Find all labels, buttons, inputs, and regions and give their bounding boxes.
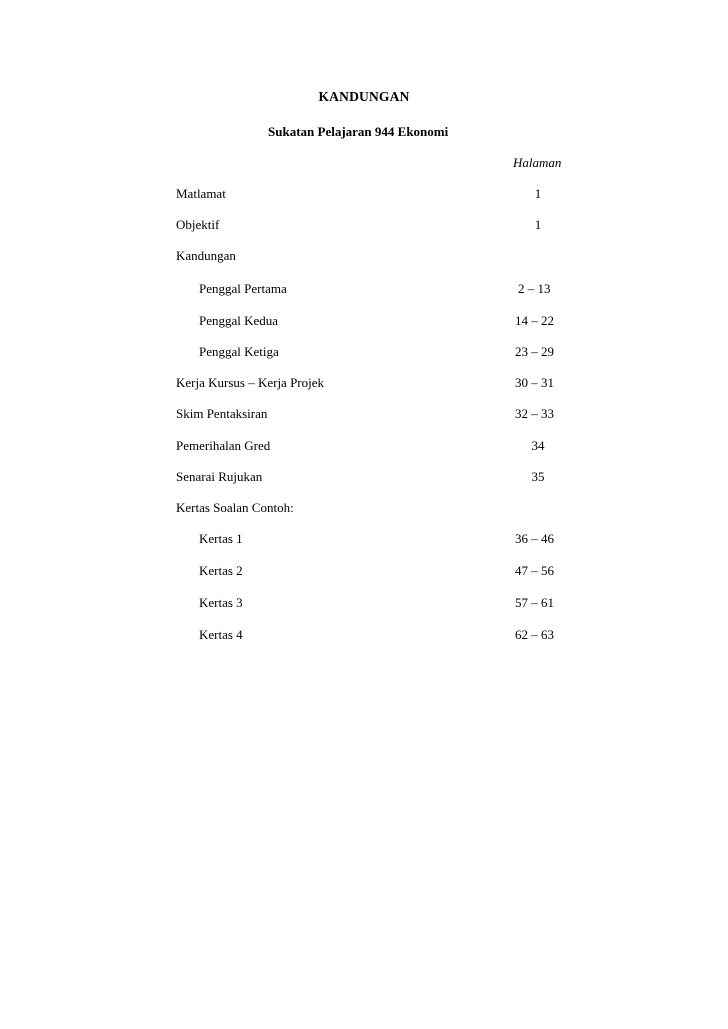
toc-entry [176, 185, 576, 203]
toc-entry-page: 1 [534, 186, 542, 201]
toc-entry-label: Penggal Pertama [199, 281, 287, 296]
toc-entry-label: Matlamat [176, 186, 226, 201]
toc-entry-page: 30 – 31 [515, 375, 554, 390]
toc-entry-page: 57 – 61 [515, 595, 554, 610]
toc-entry [176, 562, 576, 580]
toc-entry [176, 405, 576, 423]
toc-entry-page: 36 – 46 [515, 531, 554, 546]
toc-entry-page: 32 – 33 [515, 406, 554, 421]
page-title: KANDUNGAN [318, 89, 410, 104]
toc-entry-page: 35 [531, 469, 545, 484]
toc-entry-label: Kertas 3 [199, 595, 243, 610]
toc-entry [176, 468, 576, 486]
toc-section [176, 499, 576, 517]
toc-entry [176, 280, 576, 298]
toc-entry [176, 374, 576, 392]
toc-entry [176, 216, 576, 234]
toc-entry-label: Kertas 4 [199, 627, 243, 642]
toc-entry [176, 312, 576, 330]
toc-entry-label: Kertas 1 [199, 531, 243, 546]
toc-entry-label: Pemerihalan Gred [176, 438, 271, 453]
toc-entry-label: Objektif [176, 217, 220, 232]
toc-entry [176, 437, 576, 455]
toc-entry [176, 594, 576, 612]
toc-entry-label: Penggal Kedua [199, 313, 279, 328]
toc-entry-page: 14 – 22 [515, 313, 554, 328]
toc-entry-label: Kerja Kursus – Kerja Projek [176, 375, 325, 390]
toc-entry [176, 626, 576, 644]
toc-section-label: Kertas Soalan Contoh: [176, 500, 294, 515]
toc-entry-label: Penggal Ketiga [199, 344, 279, 359]
toc-section [176, 247, 576, 265]
toc-entry-label: Kertas 2 [199, 563, 243, 578]
toc-entry-page: 1 [534, 217, 542, 232]
toc-entry-page: 47 – 56 [515, 563, 554, 578]
toc-entry-page: 34 [531, 438, 545, 453]
page-subtitle: Sukatan Pelajaran 944 Ekonomi [268, 124, 449, 139]
toc-entry [176, 530, 576, 548]
toc-entry [176, 343, 576, 361]
toc-entry-page: 2 – 13 [518, 281, 551, 296]
toc-entry-label: Senarai Rujukan [176, 469, 263, 484]
toc-section-label: Kandungan [176, 248, 236, 263]
toc-entry-page: 23 – 29 [515, 344, 554, 359]
toc-entry-page: 62 – 63 [515, 627, 554, 642]
toc-entry-label: Skim Pentaksiran [176, 406, 268, 421]
page-column-header: Halaman [513, 155, 562, 170]
